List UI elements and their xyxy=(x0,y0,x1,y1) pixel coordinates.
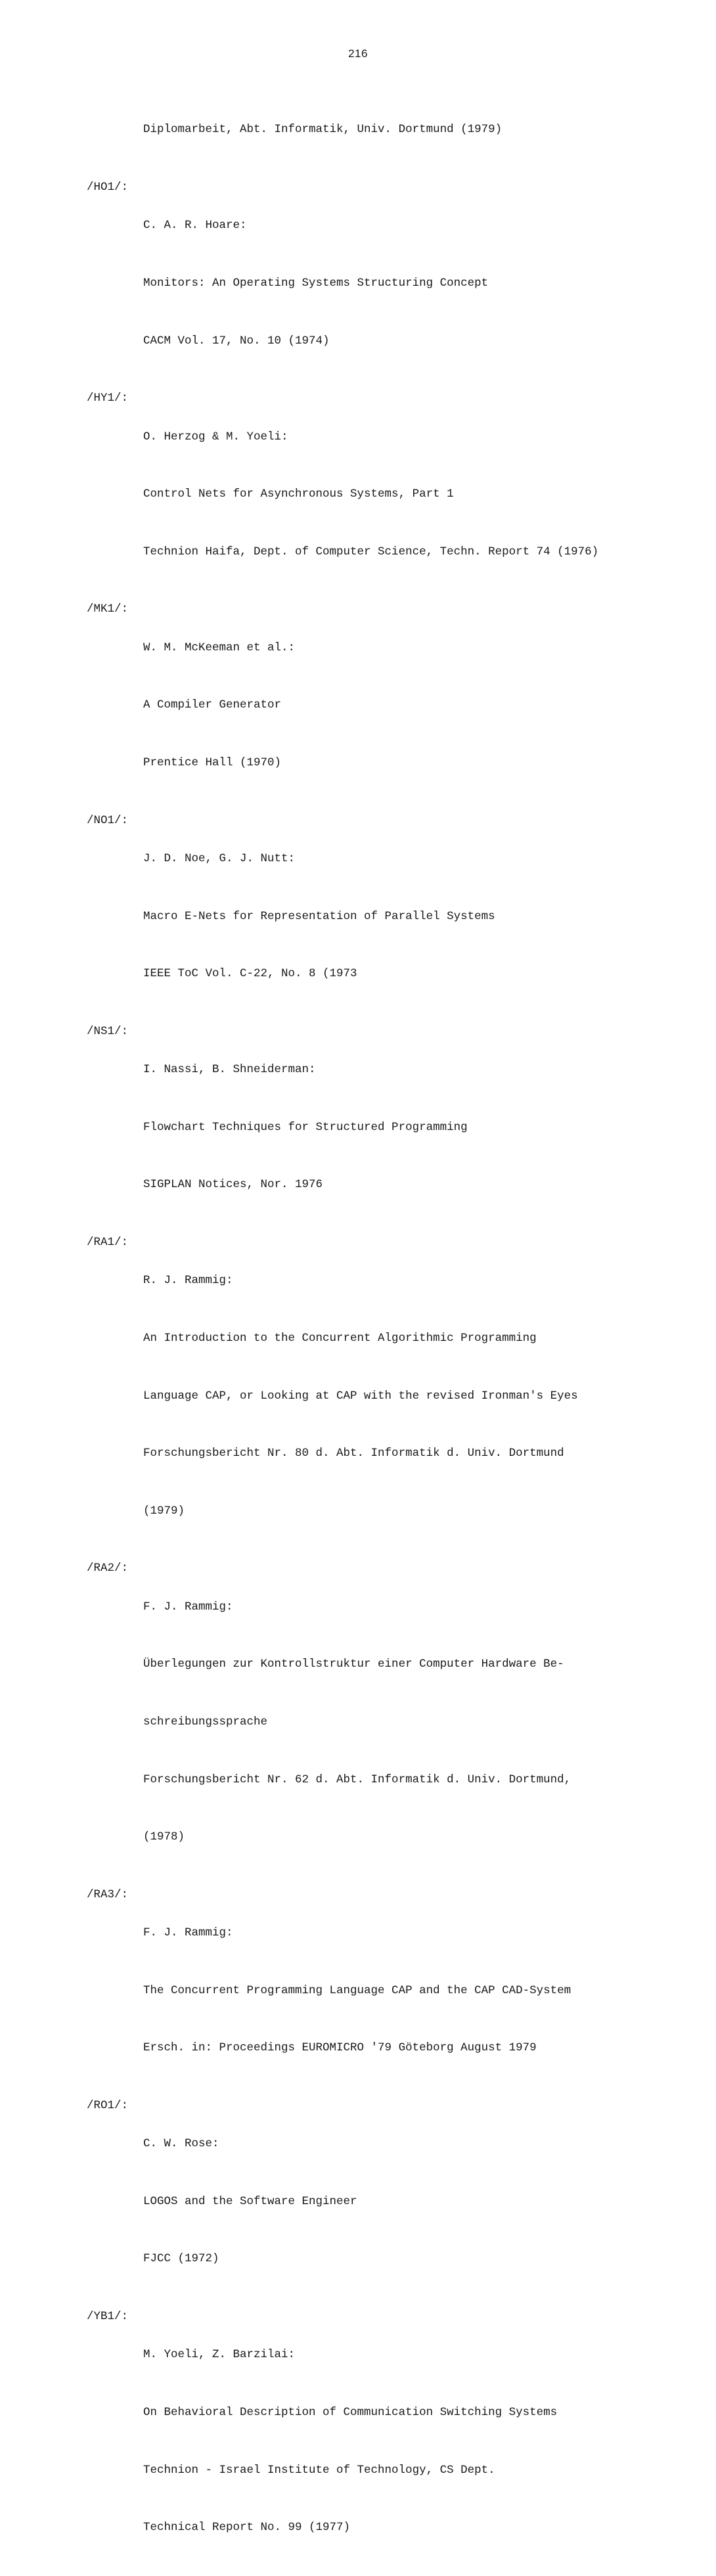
reference-title: The Concurrent Programming Language CAP and the CAP CAD-System xyxy=(143,1983,571,1997)
reference-key: /HY1/: xyxy=(87,392,129,405)
reference-title: Macro E-Nets for Representation of Parallel Systems xyxy=(143,909,495,923)
reference-title: Überlegungen zur Kontrollstruktur einer Computer Hardware Be- xyxy=(143,1658,564,1671)
reference-authors: O. Herzog & M. Yoeli: xyxy=(143,430,288,443)
reference-source: Ersch. in: Proceedings EUROMICRO '79 Göteborg August 1979 xyxy=(143,2041,537,2055)
reference-key: /RA3/: xyxy=(87,1887,129,1901)
reference-body xyxy=(143,1233,638,1559)
reference-source: Technion - Israel Institute of Technology, CS Dept. xyxy=(143,2463,495,2477)
reference-key: /RA1/: xyxy=(87,1235,129,1249)
reference-entry-hy1 xyxy=(87,389,638,600)
reference-source: (1978) xyxy=(143,1830,185,1844)
reference-entry-no1 xyxy=(87,811,638,1022)
reference-body xyxy=(143,1559,638,1885)
reference-key: /HO1/: xyxy=(87,181,129,194)
reference-authors: F. J. Rammig: xyxy=(143,1600,233,1614)
reference-authors: R. J. Rammig: xyxy=(143,1274,233,1288)
reference-authors: F. J. Rammig: xyxy=(143,1926,233,1940)
reference-title: Control Nets for Asynchronous Systems, Part 1 xyxy=(143,487,454,501)
reference-body xyxy=(143,2307,638,2576)
reference-list xyxy=(87,82,638,2576)
reference-title: An Introduction to the Concurrent Algorithmic Programming xyxy=(143,1331,537,1345)
reference-body xyxy=(143,82,638,178)
reference-key: /MK1/: xyxy=(87,602,129,616)
reference-key: /YB1/: xyxy=(87,2310,129,2324)
reference-title: On Behavioral Description of Communication Switching Systems xyxy=(143,2406,558,2420)
reference-authors: C. W. Rose: xyxy=(143,2137,219,2151)
reference-body xyxy=(143,1022,638,1233)
reference-title: Language CAP, or Looking at CAP with the revised Ironman's Eyes xyxy=(143,1389,578,1403)
reference-key: /NS1/: xyxy=(87,1024,129,1038)
reference-source: Technion Haifa, Dept. of Computer Science, Techn. Report 74 (1976) xyxy=(143,545,599,558)
reference-key: /RO1/: xyxy=(87,2098,129,2112)
reference-key xyxy=(87,82,143,178)
reference-body xyxy=(143,2096,638,2307)
reference-title: schreibungssprache xyxy=(143,1715,268,1729)
page-number: 216 xyxy=(348,47,368,60)
reference-key: /NO1/: xyxy=(87,813,129,827)
reference-source: Technical Report No. 99 (1977) xyxy=(143,2521,351,2535)
reference-entry-ho1 xyxy=(87,178,638,389)
reference-entry-ra1 xyxy=(87,1233,638,1559)
reference-authors: M. Yoeli, Z. Barzilai: xyxy=(143,2348,296,2362)
reference-title: A Compiler Generator xyxy=(143,698,282,712)
reference-source: FJCC (1972) xyxy=(143,2252,219,2266)
reference-title: LOGOS and the Software Engineer xyxy=(143,2194,357,2208)
reference-source: Forschungsbericht Nr. 80 d. Abt. Informatik d. Univ. Dortmund xyxy=(143,1447,564,1460)
reference-key: /RA2/: xyxy=(87,1562,129,1575)
reference-line: Diplomarbeit, Abt. Informatik, Univ. Dortmund (1979) xyxy=(143,123,503,137)
reference-authors: C. A. R. Hoare: xyxy=(143,219,247,233)
reference-entry-ra2 xyxy=(87,1559,638,1885)
reference-source: CACM Vol. 17, No. 10 (1974) xyxy=(143,334,330,348)
reference-entry-continuation xyxy=(87,82,638,178)
reference-body xyxy=(143,1886,638,2096)
reference-entry-ra3 xyxy=(87,1886,638,2096)
reference-entry-ns1 xyxy=(87,1022,638,1233)
reference-entry-ro1 xyxy=(87,2096,638,2307)
reference-body xyxy=(143,811,638,1022)
reference-title: Flowchart Techniques for Structured Programming xyxy=(143,1120,468,1134)
reference-authors: W. M. McKeeman et al.: xyxy=(143,641,296,654)
reference-body xyxy=(143,389,638,600)
reference-authors: J. D. Noe, G. J. Nutt: xyxy=(143,851,296,865)
reference-title: Monitors: An Operating Systems Structuring Concept xyxy=(143,277,489,290)
reference-source: IEEE ToC Vol. C-22, No. 8 (1973 xyxy=(143,967,357,981)
reference-source: SIGPLAN Notices, Nor. 1976 xyxy=(143,1178,323,1192)
reference-entry-mk1 xyxy=(87,600,638,811)
reference-source: (1979) xyxy=(143,1504,185,1518)
reference-entry-yb1 xyxy=(87,2307,638,2576)
reference-authors: I. Nassi, B. Shneiderman: xyxy=(143,1063,316,1077)
reference-body xyxy=(143,178,638,389)
reference-source: Prentice Hall (1970) xyxy=(143,756,282,769)
reference-body xyxy=(143,600,638,811)
reference-source: Forschungsbericht Nr. 62 d. Abt. Informatik d. Univ. Dortmund, xyxy=(143,1773,571,1786)
